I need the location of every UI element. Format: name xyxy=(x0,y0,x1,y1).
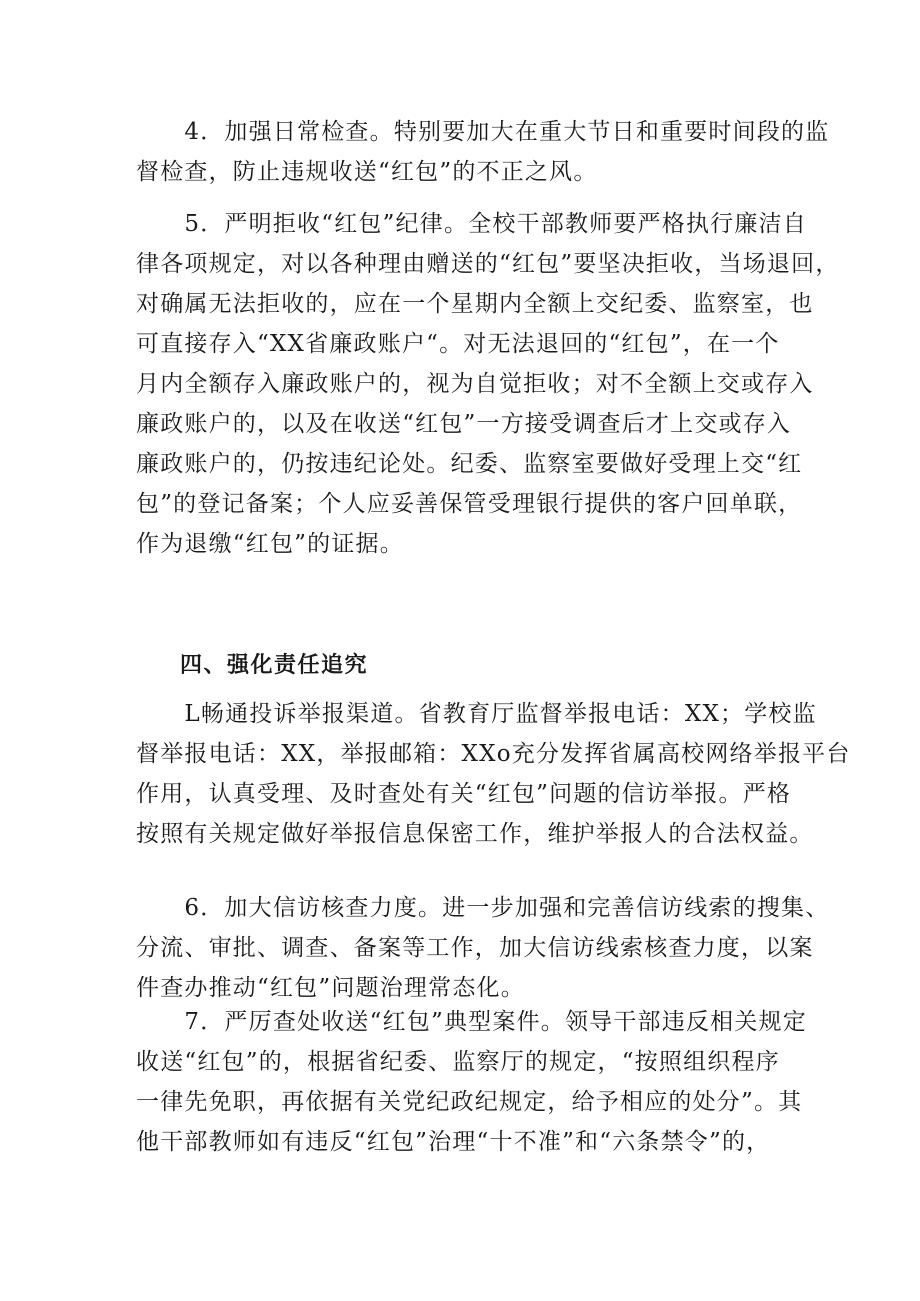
text-line: 包”的登记备案；个人应妥善保管受理银行提供的客户回单联， xyxy=(136,491,803,517)
text-line: 作为退缴“红包”的证据。 xyxy=(136,531,404,557)
text-line: 4．加强日常检查。特别要加大在重大节日和重要时间段的监 xyxy=(136,119,830,145)
paragraph-6 xyxy=(136,888,830,1008)
text-line: 律各项规定，对以各种理由赠送的“红包”要坚决拒收，当场退回， xyxy=(136,251,840,277)
paragraph-5 xyxy=(136,204,840,564)
paragraph-4 xyxy=(136,112,830,192)
text-line: 督举报电话：XX，举报邮箱：XXo充分发挥省属高校网络举报平台 xyxy=(136,741,851,767)
text-line: 廉政账户的，仍按违纪论处。纪委、监察室要做好受理上交“红 xyxy=(136,451,803,477)
text-line: 按照有关规定做好举报信息保密工作，维护举报人的合法权益。 xyxy=(136,821,814,847)
text-line: 可直接存入“XX省廉政账户“。对无法退回的“红包”，在一个 xyxy=(136,331,780,357)
text-line: 廉政账户的，以及在收送“红包”一方接受调查后才上交或存入 xyxy=(136,411,792,437)
text-line: L畅通投诉举报渠道。省教育厅监督举报电话：XX；学校监 xyxy=(136,701,817,727)
text-line: 6．加大信访核查力度。进一步加强和完善信访线索的搜集、 xyxy=(136,895,830,921)
text-line: 作用，认真受理、及时查处有关“红包”问题的信访举报。严格 xyxy=(136,781,792,807)
text-line: 5．严明拒收“红包”纪律。全校干部教师要严格执行廉洁自 xyxy=(136,211,807,237)
text-line: 7．严厉查处收送“红包”典型案件。领导干部违反相关规定 xyxy=(136,1009,807,1035)
text-line: 督检查，防止违规收送“红包”的不正之风。 xyxy=(136,159,598,185)
text-line: 对确属无法拒收的，应在一个星期内全额上交纪委、监察室，也 xyxy=(136,291,814,317)
text-line: 件查办推动“红包”问题治理常态化。 xyxy=(136,975,525,1001)
text-line: 收送“红包”的，根据省纪委、监察厅的规定，“按照组织程序 xyxy=(136,1049,780,1075)
text-line: 他干部教师如有违反“红包”治理“十不准”和“六条禁令”的， xyxy=(136,1129,771,1155)
paragraph-l xyxy=(136,694,851,854)
text-line: 一律先免职，再依据有关党纪政纪规定，给予相应的处分”。其 xyxy=(136,1089,803,1115)
section-heading: 四、强化责任追究 xyxy=(180,653,369,678)
text-line: 分流、审批、调查、备案等工作，加大信访线索核查力度，以案 xyxy=(136,935,814,961)
paragraph-7 xyxy=(136,1002,807,1162)
text-line: 月内全额存入廉政账户的，视为自觉拒收；对不全额上交或存入 xyxy=(136,371,814,397)
